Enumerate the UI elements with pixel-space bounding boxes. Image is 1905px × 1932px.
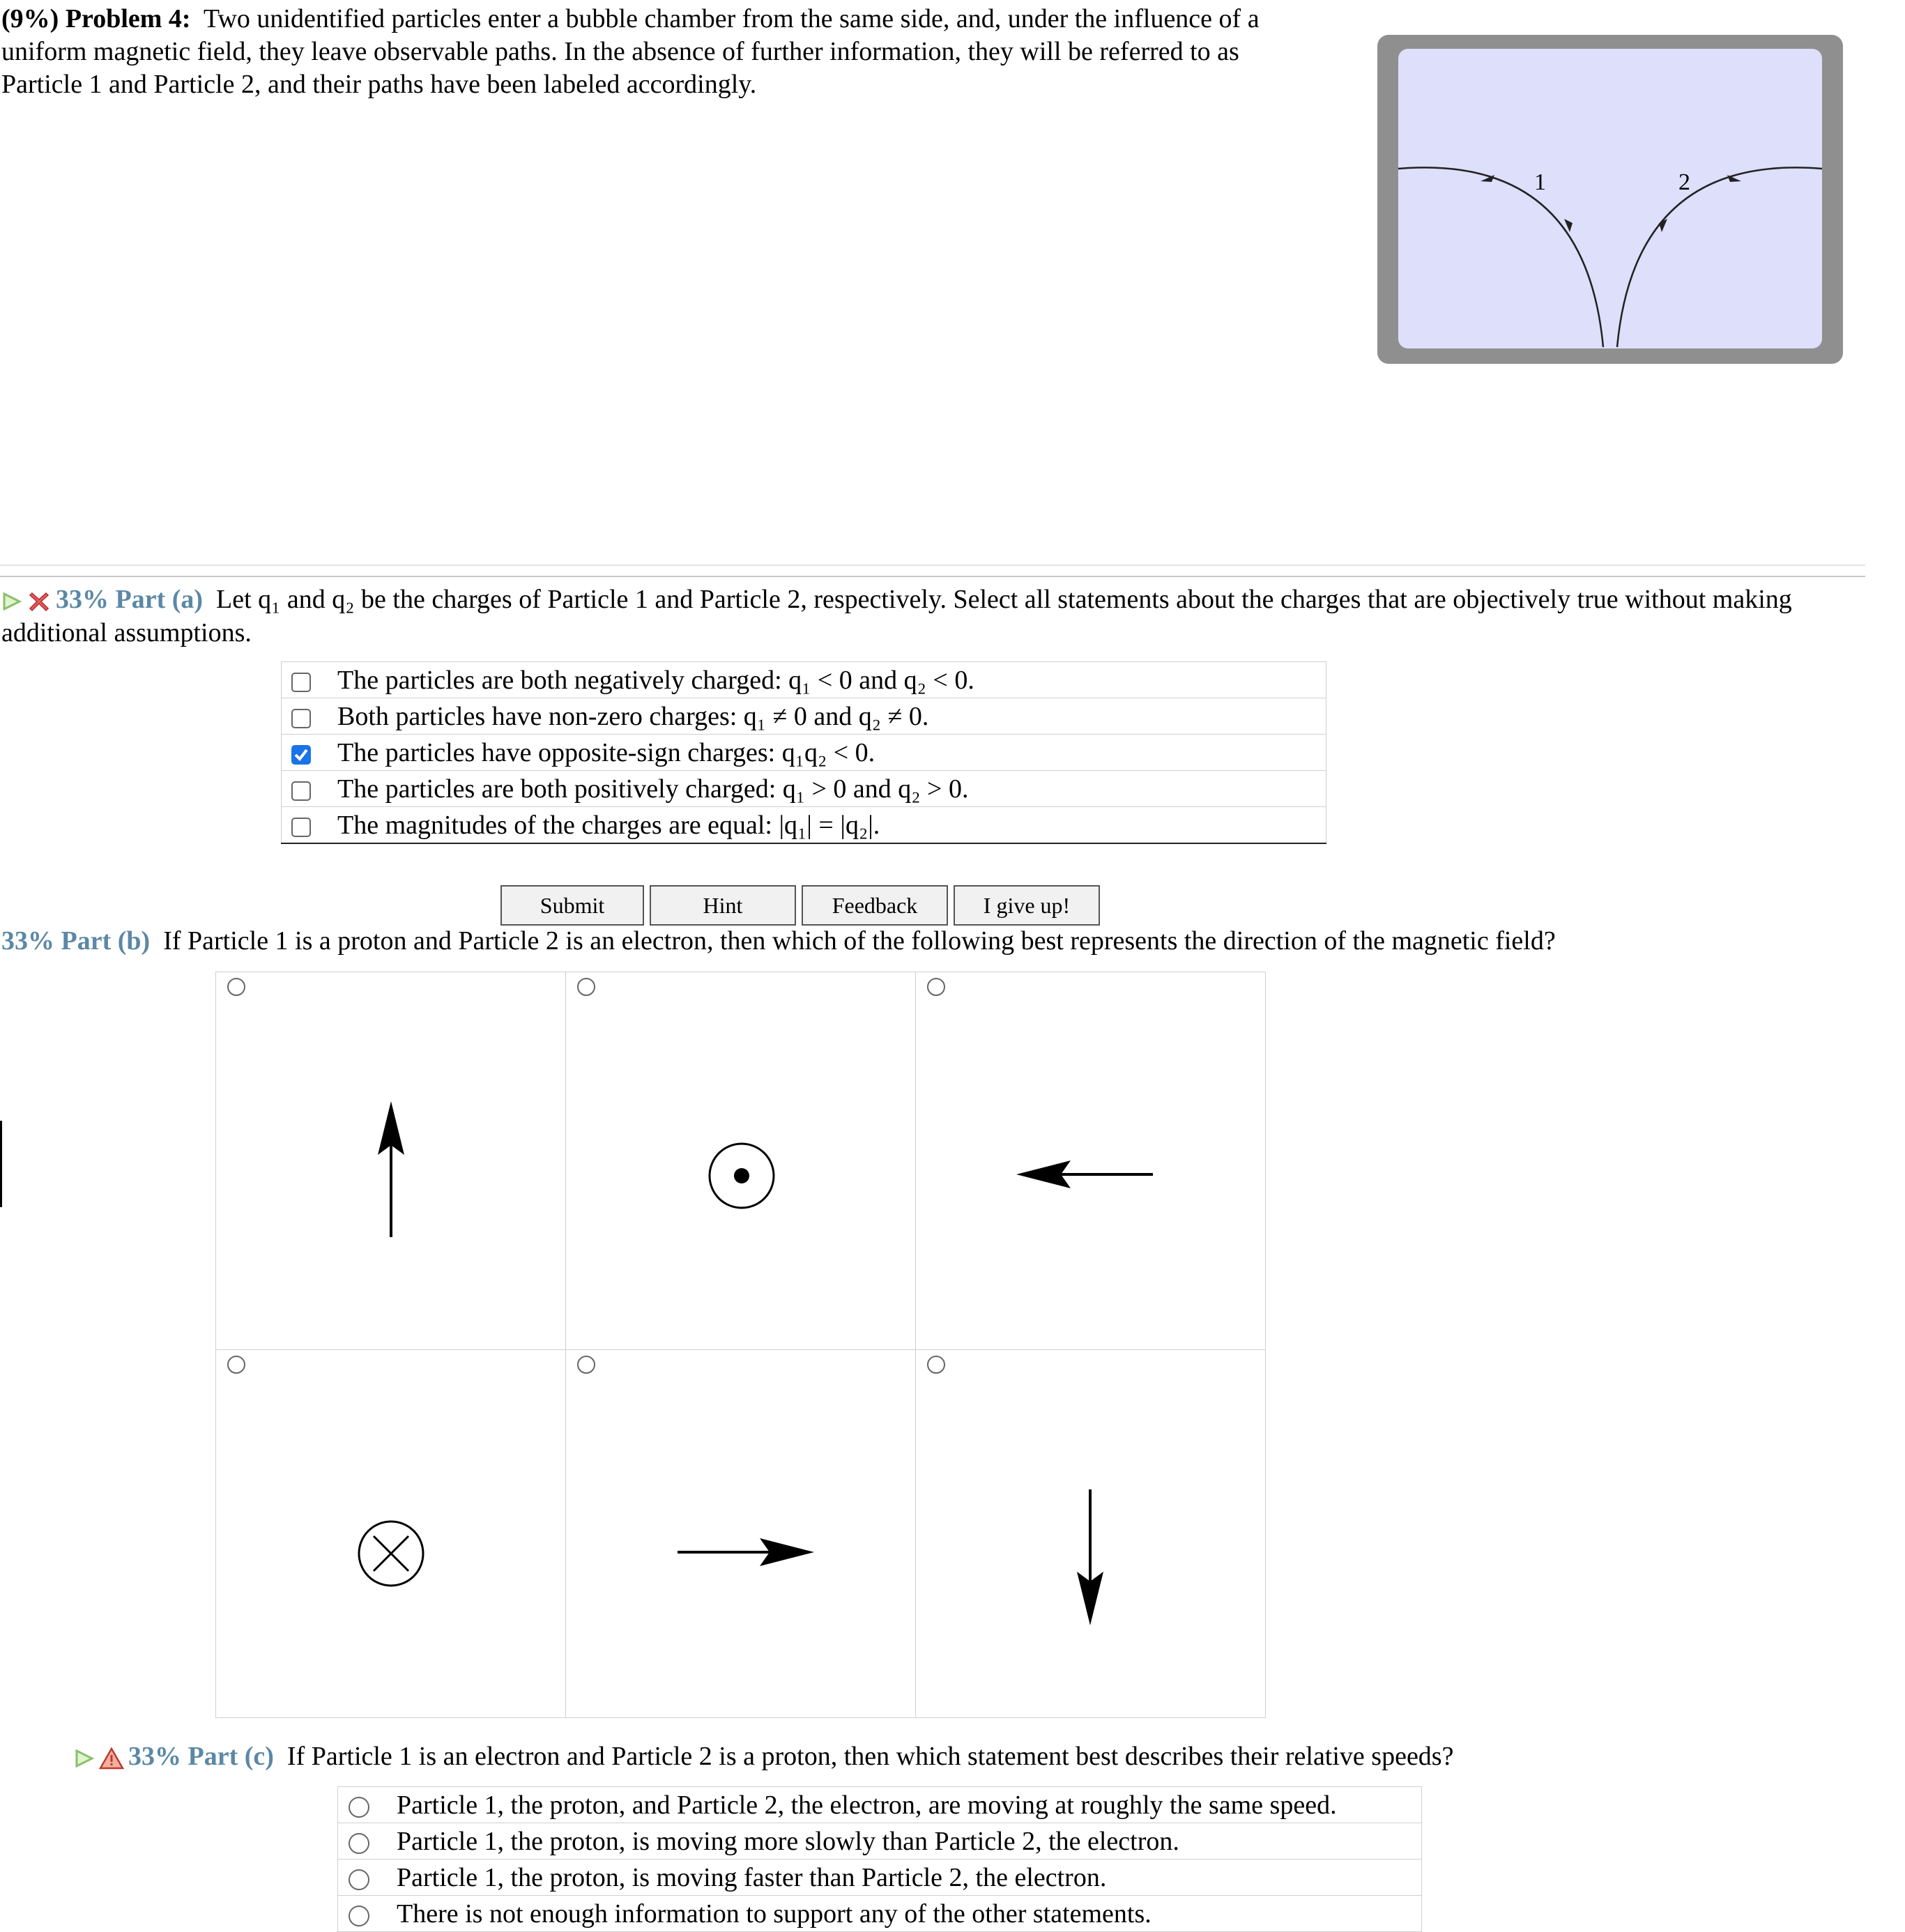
- problem-text: Two unidentified particles enter a bubble chamber from the same side, and, under the influence of a uniform magnetic field, they leave observable paths. In the absence of further information, they will be referred to as Particle 1 and Particle 2, and their paths have been labeled accordingly.: [1, 4, 1260, 99]
- particle-2-label: 2: [1678, 169, 1690, 195]
- option-label: Particle 1, the proton, is moving more slowly than Particle 2, the electron.: [380, 1823, 1422, 1860]
- list-item[interactable]: [282, 771, 1326, 807]
- divider: [0, 576, 1865, 577]
- part-a-buttons: [500, 885, 1100, 926]
- option-field-into-page[interactable]: [216, 1350, 566, 1718]
- part-a-label: 33% Part (a): [56, 585, 204, 614]
- out-of-page-dot-icon: [566, 972, 916, 1350]
- option-checkbox[interactable]: [291, 709, 311, 728]
- part-a-options: [281, 661, 1326, 844]
- option-radio[interactable]: [349, 1869, 369, 1890]
- part-b-label: 33% Part (b): [1, 926, 151, 956]
- list-item[interactable]: [282, 698, 1326, 735]
- list-item[interactable]: [338, 1896, 1422, 1932]
- option-checkbox-checked[interactable]: [291, 745, 311, 765]
- option-checkbox[interactable]: [291, 818, 311, 837]
- option-field-left[interactable]: [916, 972, 1266, 1350]
- option-radio[interactable]: [349, 1906, 369, 1926]
- arrow-right-icon: [566, 1350, 916, 1718]
- part-b-question: If Particle 1 is a proton and Particle 2 is an electron, then which of the following best represents the direction of the magnetic field?: [163, 926, 1556, 956]
- option-field-up[interactable]: [216, 972, 566, 1350]
- particle-1-label: 1: [1534, 169, 1546, 195]
- into-page-cross-icon: [216, 1350, 566, 1718]
- submit-button[interactable]: Submit: [500, 885, 644, 926]
- option-label: There is not enough information to support any of the other statements.: [380, 1896, 1422, 1932]
- bubble-chamber-figure: [1376, 33, 1844, 365]
- red-x-icon: [26, 589, 52, 614]
- option-checkbox[interactable]: [291, 781, 311, 801]
- arrow-down-icon: [916, 1350, 1266, 1718]
- option-radio[interactable]: [349, 1833, 369, 1854]
- hint-button[interactable]: Hint: [650, 885, 796, 926]
- part-b-options: [215, 972, 1266, 1718]
- list-item[interactable]: [338, 1860, 1422, 1896]
- list-item[interactable]: [338, 1787, 1422, 1823]
- list-item[interactable]: [282, 807, 1326, 844]
- feedback-button[interactable]: Feedback: [802, 885, 948, 926]
- option-field-right[interactable]: [566, 1350, 916, 1718]
- option-label: The magnitudes of the charges are equal: |q₁| = |q₂|.: [321, 807, 1326, 844]
- arrow-up-icon: [216, 972, 566, 1350]
- option-label: Both particles have non-zero charges: q₁ ≠ 0 and q₂ ≠ 0.: [321, 698, 1326, 735]
- option-label: The particles are both negatively charged: q₁ < 0 and q₂ < 0.: [321, 662, 1326, 698]
- expand-triangle-icon[interactable]: [74, 1749, 95, 1768]
- part-a-header: [1, 583, 1856, 650]
- part-c-header: [74, 1740, 1858, 1773]
- option-label: Particle 1, the proton, and Particle 2, the electron, are moving at roughly the same speed.: [380, 1787, 1422, 1823]
- problem-heading: Problem 4:: [65, 4, 191, 33]
- option-label: Particle 1, the proton, is moving faster than Particle 2, the electron.: [380, 1860, 1422, 1896]
- divider: [0, 565, 1865, 566]
- warning-icon: [99, 1747, 124, 1770]
- checkmark-icon: [293, 746, 309, 763]
- part-c-options: [337, 1786, 1422, 1932]
- list-item[interactable]: [338, 1823, 1422, 1860]
- give-up-button[interactable]: I give up!: [954, 885, 1100, 926]
- list-item[interactable]: [282, 735, 1326, 771]
- option-checkbox[interactable]: [291, 673, 311, 692]
- problem-weight: (9%): [1, 4, 59, 33]
- option-field-down[interactable]: [916, 1350, 1266, 1718]
- arrow-left-icon: [916, 972, 1266, 1350]
- list-item[interactable]: [282, 662, 1326, 698]
- part-c-question: If Particle 1 is an electron and Particle 2 is a proton, then which statement best describes their relative speeds?: [286, 1742, 1454, 1771]
- part-c-label: 33% Part (c): [128, 1742, 274, 1771]
- part-b-header: [1, 924, 1856, 958]
- option-radio[interactable]: [349, 1797, 369, 1818]
- left-marker: [0, 1121, 2, 1207]
- option-field-out-of-page[interactable]: [566, 972, 916, 1350]
- expand-triangle-icon[interactable]: [1, 592, 22, 611]
- option-label: The particles have opposite-sign charges: q₁q₂ < 0.: [321, 735, 1326, 771]
- part-a-question: Let q₁ and q₂ be the charges of Particle 1 and Particle 2, respectively. Select all statements about the charges that are objectively true without making additional assumptions.: [1, 585, 1792, 647]
- option-label: The particles are both positively charged: q₁ > 0 and q₂ > 0.: [321, 771, 1326, 807]
- problem-statement: [1, 3, 1326, 101]
